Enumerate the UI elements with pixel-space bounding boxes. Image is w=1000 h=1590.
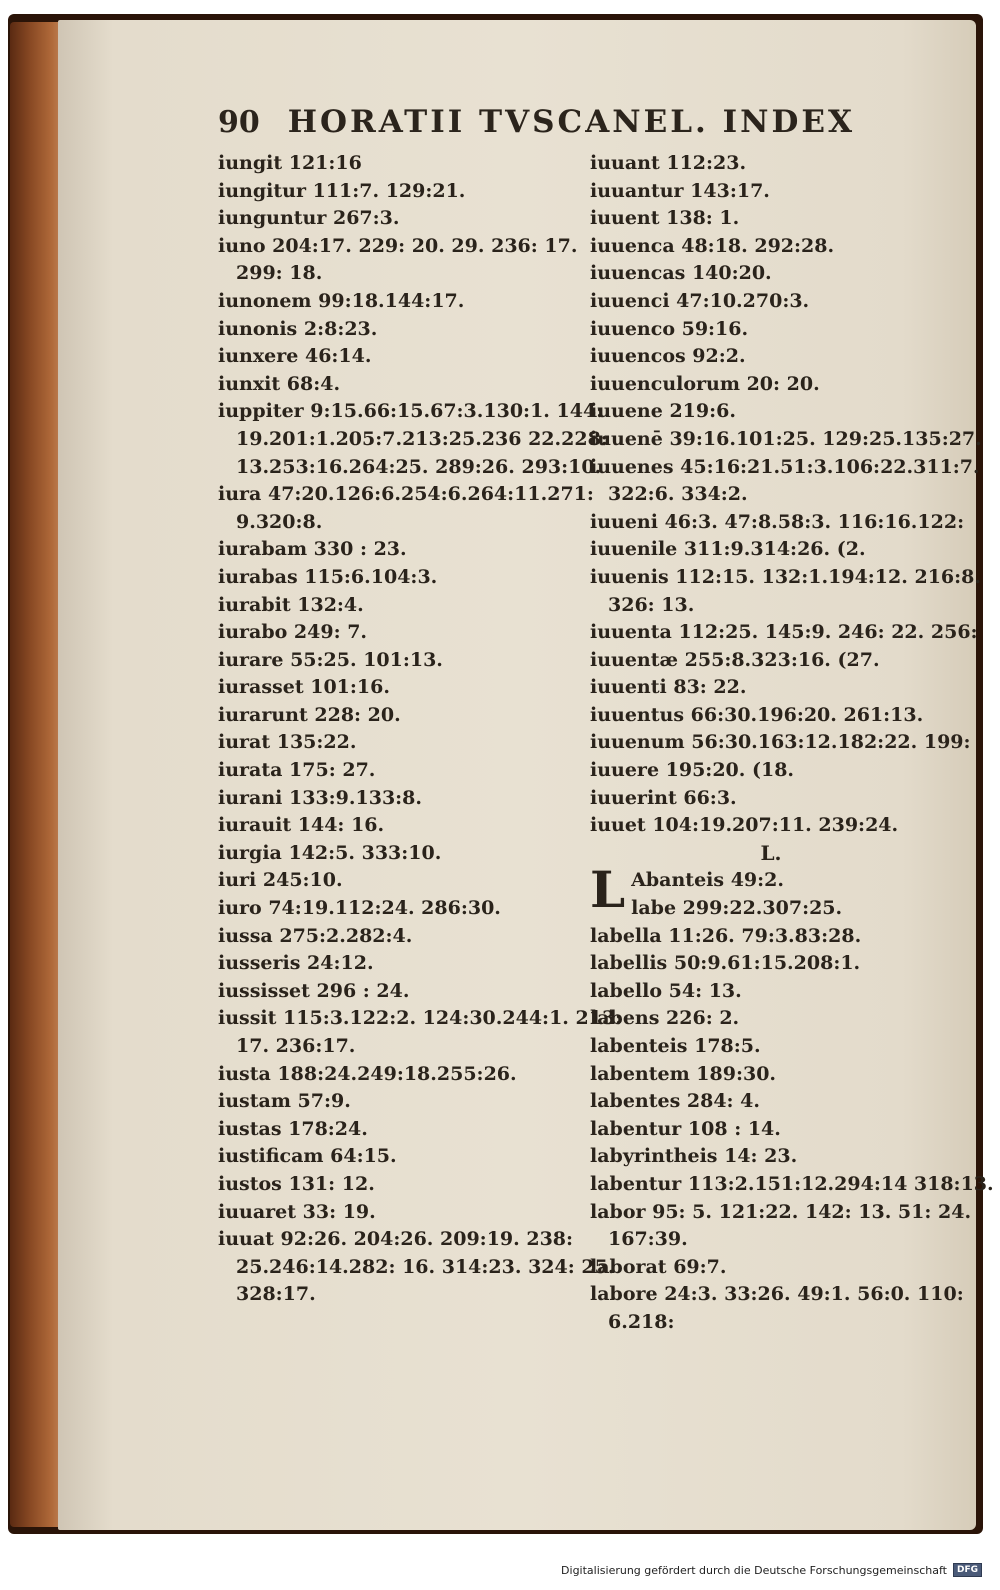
index-entry: labella 11:26. 79:3.83:28.	[590, 924, 862, 947]
index-entry: 326: 13.	[608, 593, 695, 616]
index-entry: iungit 121:16	[218, 152, 362, 174]
index-entry: iuuet 104:19.207:11. 239:24.	[590, 814, 899, 837]
index-entry: Abanteis 49:2.	[631, 869, 784, 892]
index-entry: iuro 74:19.112:24. 286:30.	[218, 897, 501, 920]
index-entry: iurasset 101:16.	[218, 676, 390, 699]
page-number: 90	[218, 105, 260, 140]
dfg-logo: DFG	[953, 1563, 982, 1577]
index-entry: iustam 57:9.	[218, 1090, 351, 1113]
index-entry: iungitur 111:7. 129:21.	[218, 179, 466, 202]
index-entry: iurabit 132:4.	[218, 593, 364, 616]
index-entry: iuno 204:17. 229: 20. 29. 236: 17.	[218, 234, 578, 257]
index-entry: iussisset 296 : 24.	[218, 979, 410, 1002]
index-entry: iuuenci 47:10.270:3.	[590, 289, 810, 312]
index-column-right	[590, 150, 994, 1337]
index-entry: 322:6. 334:2.	[608, 483, 748, 506]
index-entry: iuuenes 45:16:21.51:3.106:22.311:7.	[590, 455, 980, 478]
index-entry: 9.320:8.	[236, 510, 323, 533]
index-entry: iurabo 249: 7.	[218, 621, 368, 644]
index-entry: iuri 245:10.	[218, 869, 343, 892]
index-entry: iunguntur 267:3.	[218, 207, 400, 230]
index-entry: iunxit 68:4.	[218, 372, 341, 395]
index-entry: iuuenculorum 20: 20.	[590, 372, 820, 395]
index-entry: iurani 133:9.133:8.	[218, 786, 423, 809]
index-entry: 13.253:16.264:25. 289:26. 293:10.	[236, 455, 602, 478]
index-entry: iuuentæ 255:8.323:16. (27.	[590, 648, 880, 671]
index-entry: iuuenca 48:18. 292:28.	[590, 234, 835, 257]
index-entry: iuuenile 311:9.314:26. (2.	[590, 538, 866, 561]
index-entry: labe 299:22.307:25.	[631, 897, 843, 920]
index-entry: iussit 115:3.122:2. 124:30.244:1. 213:	[218, 1007, 623, 1030]
index-entry: 6.218:	[608, 1310, 675, 1333]
index-entry: iurare 55:25. 101:13.	[218, 648, 443, 671]
index-entry: iusseris 24:12.	[218, 952, 374, 975]
index-entry: iustificam 64:15.	[218, 1145, 397, 1168]
page-header	[218, 104, 918, 148]
section-letter: L.	[760, 840, 782, 865]
index-entry: iuuenis 112:15. 132:1.194:12. 216:8.	[590, 565, 981, 588]
index-entry: iuuenum 56:30.163:12.182:22. 199:	[590, 731, 971, 754]
index-entry: 17. 236:17.	[236, 1035, 356, 1057]
index-entry: labello 54: 13.	[590, 979, 742, 1002]
index-entry: laborat 69:7.	[590, 1255, 727, 1278]
index-entry: labor 95: 5. 121:22. 142: 13. 51: 24.	[590, 1200, 972, 1223]
drop-cap: L	[590, 860, 626, 920]
index-entry: iusta 188:24.249:18.255:26.	[218, 1062, 517, 1085]
index-entry: iuuere 195:20. (18.	[590, 759, 795, 782]
index-entry: iuuat 92:26. 204:26. 209:19. 238:	[218, 1228, 574, 1251]
index-entry: iurarunt 228: 20.	[218, 703, 401, 726]
index-column-left	[218, 150, 623, 1309]
index-entry: iuuent 138: 1.	[590, 207, 740, 230]
index-entry: iuuenta 112:25. 145:9. 246: 22. 256:	[590, 621, 978, 644]
index-entry: iurabas 115:6.104:3.	[218, 565, 438, 588]
running-title: HORATII TVSCANEL. INDEX	[287, 104, 856, 140]
index-entry: iuuencos 92:2.	[590, 345, 746, 368]
index-entry: iuuencas 140:20.	[590, 262, 772, 285]
index-entry: iuuerint 66:3.	[590, 786, 737, 809]
index-entry: labentes 284: 4.	[590, 1090, 761, 1113]
index-entry: iurgia 142:5. 333:10.	[218, 841, 442, 864]
index-entry: iunonis 2:8:23.	[218, 317, 378, 340]
index-entry: iurata 175: 27.	[218, 759, 376, 782]
index-entry: iustas 178:24.	[218, 1117, 368, 1140]
index-entry: iuuentus 66:30.196:20. 261:13.	[590, 703, 924, 726]
digitization-footer	[561, 1560, 982, 1580]
index-entry: 328:17.	[236, 1283, 316, 1306]
index-entry: labentur 108 : 14.	[590, 1117, 781, 1140]
index-entry: iussa 275:2.282:4.	[218, 924, 413, 947]
index-entry: iunonem 99:18.144:17.	[218, 289, 465, 312]
section-start	[590, 860, 952, 922]
index-entry: iuuenco 59:16.	[590, 317, 749, 340]
index-entry: 299: 18.	[236, 262, 323, 285]
funding-credit: Digitalisierung gefördert durch die Deutsche Forschungsgemeinschaft	[561, 1563, 947, 1577]
index-entry: labenteis 178:5.	[590, 1035, 761, 1057]
index-entry: iuppiter 9:15.66:15.67:3.130:1. 144:	[218, 400, 604, 423]
index-entry: labore 24:3. 33:26. 49:1. 56:0. 110:	[590, 1283, 964, 1306]
index-entry: 167:39.	[608, 1228, 688, 1251]
index-entry: iuueni 46:3. 47:8.58:3. 116:16.122:	[590, 510, 965, 533]
index-entry: labellis 50:9.61:15.208:1.	[590, 952, 861, 975]
index-entry: iuuene 219:6.	[590, 400, 736, 423]
index-entry: 19.201:1.205:7.213:25.236 22.228:	[236, 427, 608, 450]
index-entry: iunxere 46:14.	[218, 345, 372, 368]
index-entry: iurabam 330 : 23.	[218, 538, 407, 561]
index-entry: labyrintheis 14: 23.	[590, 1145, 798, 1168]
index-entry: iuuaret 33: 19.	[218, 1200, 376, 1223]
index-entry: iurat 135:22.	[218, 731, 357, 754]
index-entry: labens 226: 2.	[590, 1007, 740, 1030]
index-entry: iuuenē 39:16.101:25. 129:25.135:27.	[590, 427, 982, 450]
index-entry: iura 47:20.126:6.254:6.264:11.271:	[218, 483, 594, 506]
index-entry: iuuenti 83: 22.	[590, 676, 747, 699]
index-entry: iurauit 144: 16.	[218, 814, 385, 837]
index-entry: 25.246:14.282: 16. 314:23. 324: 25.	[236, 1255, 615, 1278]
index-entry: labentem 189:30.	[590, 1062, 777, 1085]
index-entry: labentur 113:2.151:12.294:14 318:13.	[590, 1172, 994, 1195]
index-entry: iustos 131: 12.	[218, 1172, 375, 1195]
index-entry: iuuant 112:23.	[590, 152, 747, 174]
index-entry: iuuantur 143:17.	[590, 179, 770, 202]
